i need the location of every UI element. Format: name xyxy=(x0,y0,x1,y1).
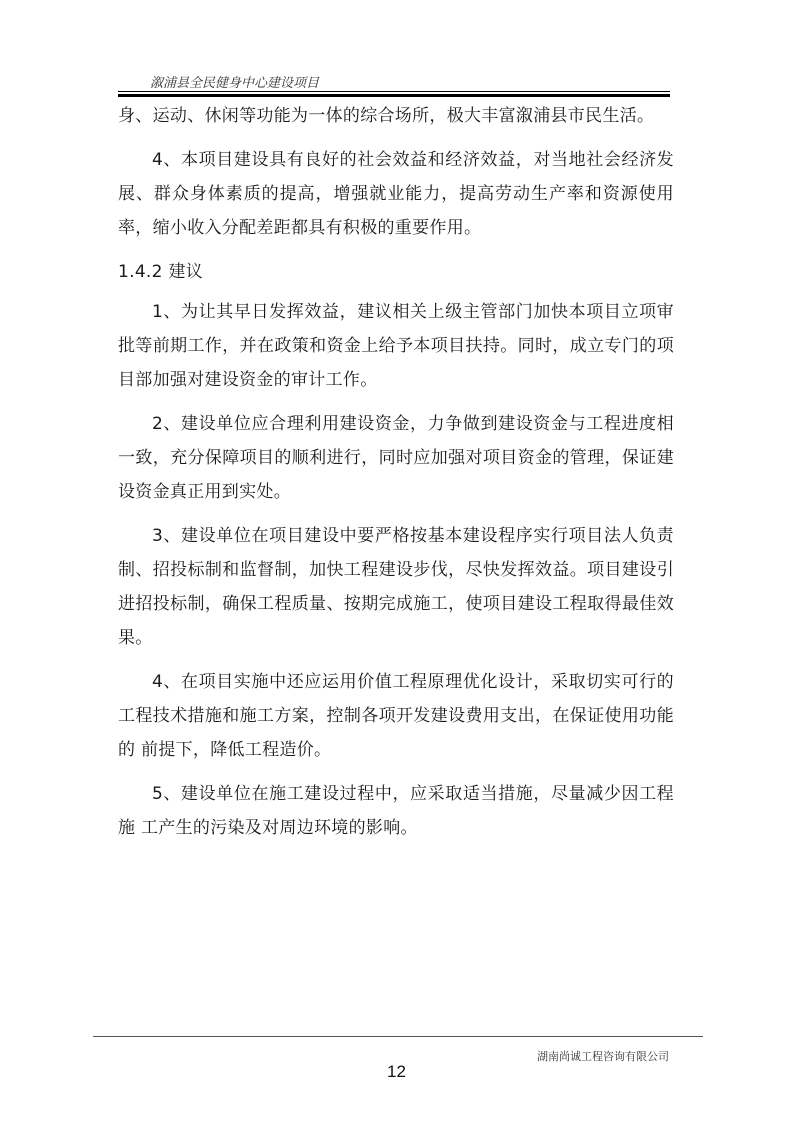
paragraph-suggestion-2: 2、建设单位应合理利用建设资金，力争做到建设资金与工程进度相一致，充分保障项目的顺利进行，同时应加强对项目资金的管理，保证建设资金真正用到实处。 xyxy=(118,414,674,502)
paragraph-suggestion-3: 3、建设单位在项目建设中要严格按基本建设程序实行项目法人负责 制、招投标制和监督制，加快工程建设步伐，尽快发挥效益。项目建设引 进招投标制，确保工程质量、按期完成施工，使项目建设工程取得最佳效果。 xyxy=(118,526,674,648)
footer-company: 湖南尚诚工程咨询有限公司 xyxy=(537,1050,669,1063)
section-heading-suggestions: 1.4.2 建议 xyxy=(118,262,204,282)
header-title: 溆浦县全民健身中心建设项目 xyxy=(150,76,320,91)
paragraph-suggestion-4: 4、在项目实施中还应运用价值工程原理优化设计，采取切实可行的工程技术措施和施工方案，控制各项开发建设费用支出，在保证使用功能的 前提下，降低工程造价。 xyxy=(118,672,674,760)
paragraph-benefit-4: 4、本项目建设具有良好的社会效益和经济效益，对当地社会经济发展、群众身体素质的提高，增强就业能力，提高劳动生产率和资源使用率，缩小收入分配差距都具有积极的重要作用。 xyxy=(118,150,674,238)
header-rule-thick xyxy=(118,94,670,97)
paragraph-continuation: 身、运动、休闲等功能为一体的综合场所，极大丰富溆浦县市民生活。 xyxy=(118,106,655,126)
paragraph-suggestion-5: 5、建设单位在施工建设过程中，应采取适当措施，尽量减少因工程施 工产生的污染及对周边环境的影响。 xyxy=(118,784,674,838)
footer-rule xyxy=(93,1036,703,1037)
paragraph-suggestion-1: 1、为让其早日发挥效益，建议相关上级主管部门加快本项目立项审批等前期工作，并在政策和资金上给予本项目扶持。同时，成立专门的项目部加强对建设资金的审计工作。 xyxy=(118,302,674,390)
page-number: 12 xyxy=(387,1062,406,1081)
body-text xyxy=(118,99,674,855)
header-rule xyxy=(118,91,670,92)
